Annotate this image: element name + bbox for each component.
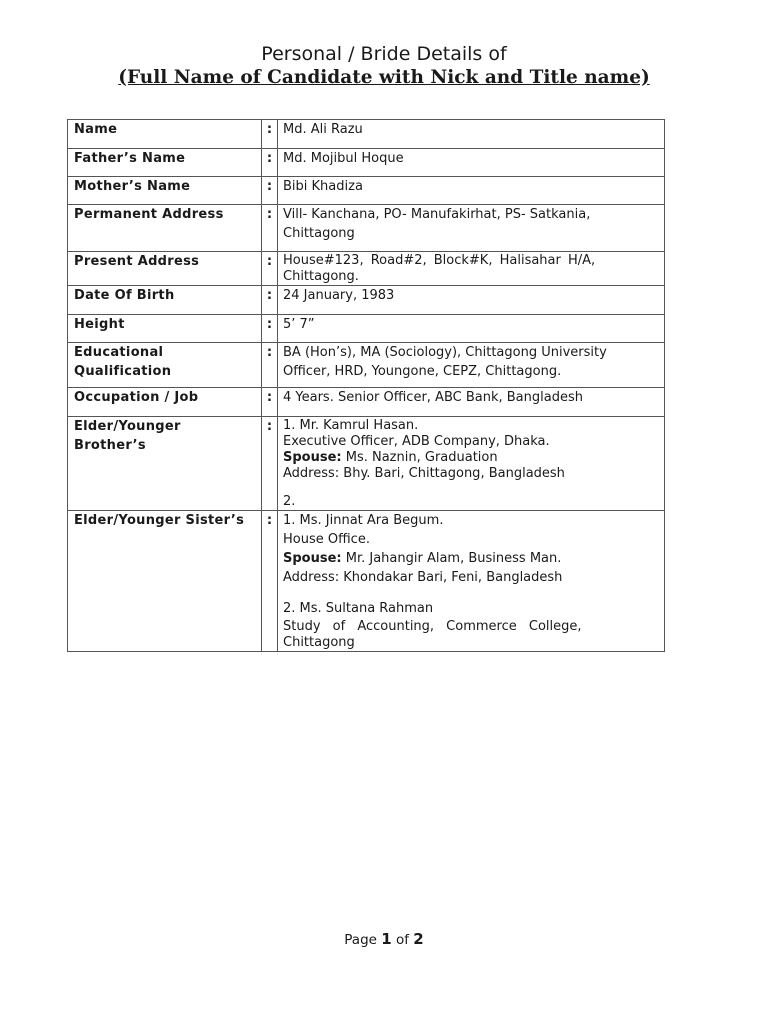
separator: : bbox=[266, 207, 273, 222]
row-occupation bbox=[68, 388, 665, 417]
label-permanent-address: Permanent Address bbox=[74, 207, 224, 222]
row-present-address bbox=[68, 252, 665, 286]
value-education-line1: BA (Hon’s), MA (Sociology), Chittagong University bbox=[283, 345, 607, 360]
label-present-address: Present Address bbox=[74, 254, 200, 269]
value-permanent-address-line1: Vill- Kanchana, PO- Manufakirhat, PS- Satkania, bbox=[283, 207, 591, 222]
label-name: Name bbox=[74, 122, 118, 137]
label-mother: Mother’s Name bbox=[74, 179, 191, 194]
label-brothers-line2: Brother’s bbox=[74, 438, 146, 453]
separator: : bbox=[266, 345, 273, 360]
label-father: Father’s Name bbox=[74, 151, 186, 166]
row-education bbox=[68, 343, 665, 388]
document-title: Personal / Bride Details of bbox=[261, 43, 507, 65]
separator: : bbox=[266, 122, 273, 137]
sister-1-spouse bbox=[278, 549, 664, 568]
sister-1-spouse-value: Mr. Jahangir Alam, Business Man. bbox=[341, 551, 562, 566]
current-page-number: 1 bbox=[381, 930, 392, 948]
label-date-of-birth: Date Of Birth bbox=[74, 288, 175, 303]
label-height: Height bbox=[74, 317, 125, 332]
brother-1-job: Executive Officer, ADB Company, Dhaka. bbox=[283, 434, 550, 449]
row-sisters bbox=[68, 511, 665, 652]
page-word: Page bbox=[344, 932, 377, 948]
label-sisters: Elder/Younger Sister’s bbox=[74, 513, 245, 528]
sister-2-name: 2. Ms. Sultana Rahman bbox=[283, 601, 434, 616]
label-education-line2: Qualification bbox=[74, 364, 172, 379]
value-date-of-birth: 24 January, 1983 bbox=[283, 288, 395, 303]
value-present-address-line2: Chittagong. bbox=[283, 269, 359, 284]
value-occupation: 4 Years. Senior Officer, ABC Bank, Bangladesh bbox=[283, 390, 583, 405]
row-permanent-address bbox=[68, 205, 665, 252]
document-subtitle: (Full Name of Candidate with Nick and Title name) bbox=[118, 67, 650, 88]
brother-1-address: Address: Bhy. Bari, Chittagong, Bangladesh bbox=[283, 466, 565, 481]
total-pages-number: 2 bbox=[413, 930, 424, 948]
row-name bbox=[68, 120, 665, 149]
separator: : bbox=[266, 151, 273, 166]
brother-1-spouse-value: Ms. Naznin, Graduation bbox=[341, 450, 498, 465]
spouse-label: Spouse: bbox=[283, 450, 342, 465]
brother-1-name: 1. Mr. Kamrul Hasan. bbox=[283, 418, 419, 433]
details-table bbox=[67, 119, 665, 652]
row-mother bbox=[68, 177, 665, 205]
label-occupation: Occupation / Job bbox=[74, 390, 199, 405]
brother-1-spouse bbox=[278, 449, 664, 465]
value-permanent-address-line2: Chittagong bbox=[283, 226, 355, 241]
separator: : bbox=[266, 419, 273, 434]
row-father bbox=[68, 149, 665, 177]
value-education-line2: Officer, HRD, Youngone, CEPZ, Chittagong. bbox=[283, 364, 562, 379]
label-brothers-line1: Elder/Younger bbox=[74, 419, 181, 434]
separator: : bbox=[266, 254, 273, 269]
row-brothers bbox=[68, 417, 665, 511]
row-date-of-birth bbox=[68, 286, 665, 315]
separator: : bbox=[266, 317, 273, 332]
spouse-label: Spouse: bbox=[283, 551, 342, 566]
brother-2-name: 2. bbox=[283, 494, 296, 509]
label-education-line1: Educational bbox=[74, 345, 164, 360]
separator: : bbox=[266, 179, 273, 194]
separator: : bbox=[266, 390, 273, 405]
sister-1-job: House Office. bbox=[283, 532, 370, 547]
separator: : bbox=[266, 513, 273, 528]
sister-2-study: Study of Accounting, Commerce College, bbox=[283, 619, 582, 634]
value-name: Md. Ali Razu bbox=[283, 122, 363, 137]
row-height bbox=[68, 315, 665, 343]
sister-1-address: Address: Khondakar Bari, Feni, Bangladesh bbox=[283, 570, 563, 585]
value-father: Md. Mojibul Hoque bbox=[283, 151, 404, 166]
sister-2-study-line2: Chittagong bbox=[283, 635, 355, 650]
value-present-address-line1: House#123, Road#2, Block#K, Halisahar H/A, bbox=[283, 253, 596, 268]
of-word: of bbox=[395, 932, 409, 948]
page-footer bbox=[0, 930, 768, 948]
value-mother: Bibi Khadiza bbox=[283, 179, 363, 194]
separator: : bbox=[266, 288, 273, 303]
value-height: 5’ 7” bbox=[283, 317, 315, 332]
sister-1-name: 1. Ms. Jinnat Ara Begum. bbox=[283, 513, 444, 528]
